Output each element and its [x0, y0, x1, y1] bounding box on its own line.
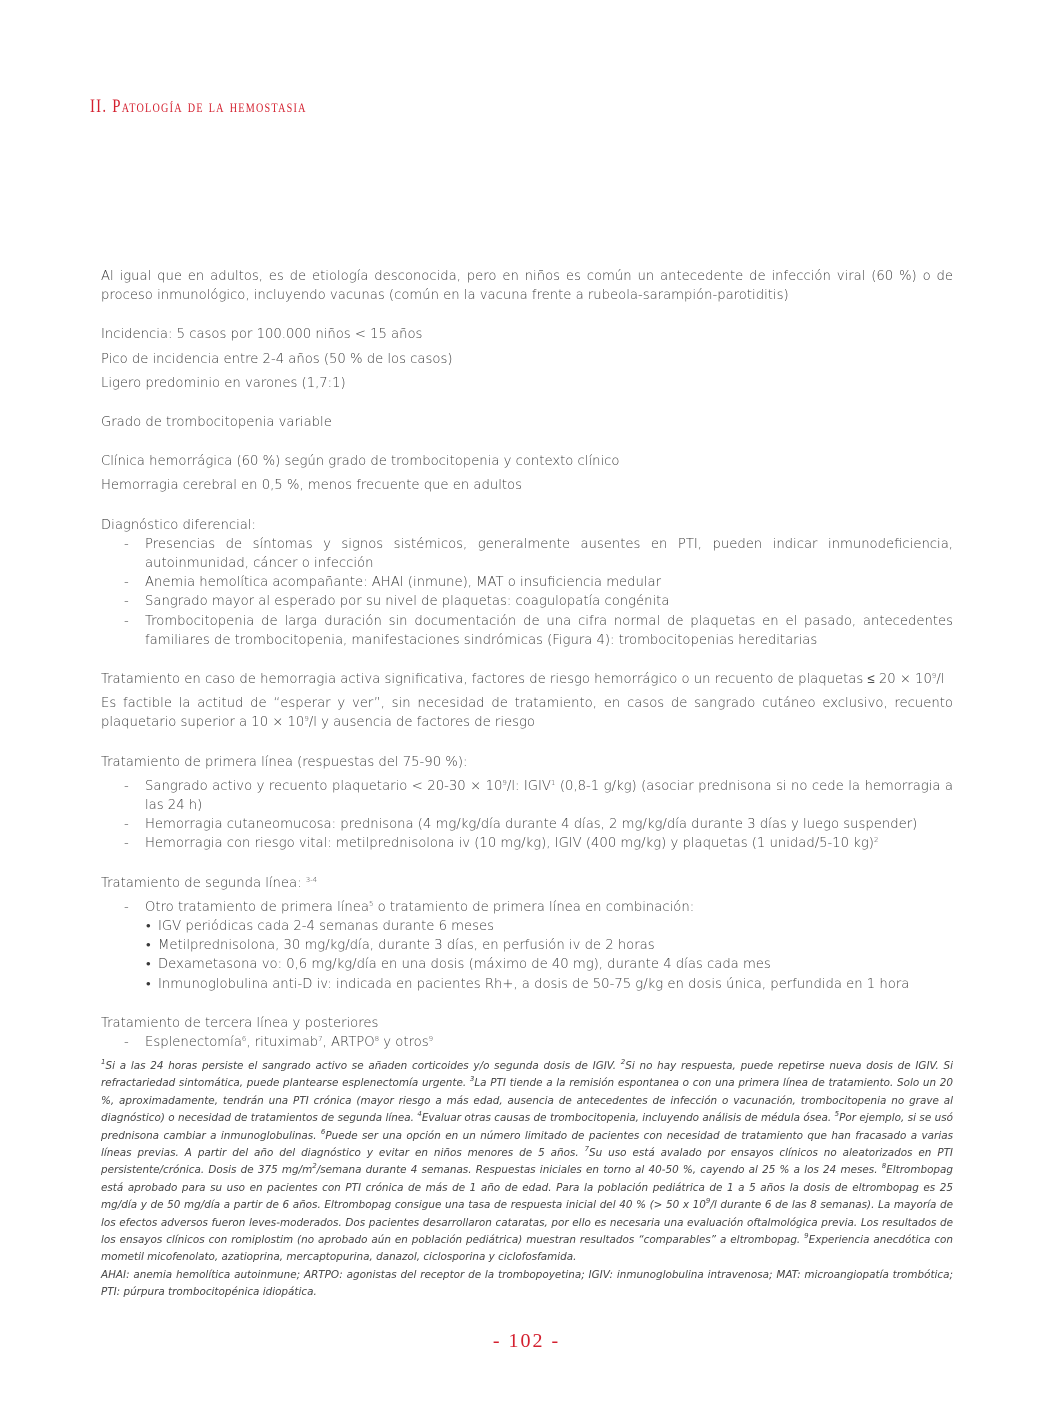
abbreviations: AHAI: anemia hemolítica autoinmune; ARTPO: agonistas del receptor de la trombopoyetina; IGIV: inmunoglobulina intravenosa; MAT: microangiopatía trombótica; PTI: púrpura trombocitopénica idiopática. [101, 1268, 953, 1299]
list-item: - Hemorragia con riesgo vital: metilprednisolona iv (10 mg/kg), IGIV (400 mg/kg) y plaquetas (1 unidad/5-10 kg)$^2$ [101, 834, 953, 853]
watch-and-wait: Es factible la actitud de “esperar y ver”, sin necesidad de tratamiento, en casos de sangrado cutáneo exclusivo, recuento plaquetario superior a $10 \times 10^9/l$ y ausencia de factores de riesgo [101, 696, 953, 731]
intro-paragraph: Al igual que en adultos, es de etiología desconocida, pero en niños es común un antecedente de infección viral (60 %) o de proceso inmunológico, incluyendo vacunas (común en la vacuna frente a rubeola-sarampión-parotiditis) [101, 269, 953, 304]
second-line-list [101, 898, 953, 917]
list-item: - Esplenectomía$^6$, rituximab$^7$, ARTPO$^8$ y otros$^9$ [101, 1033, 953, 1052]
first-line-title: Tratamiento de primera línea (respuestas del 75-90 %): [101, 754, 468, 770]
third-line-list [101, 1033, 953, 1052]
differential-list [101, 535, 953, 650]
list-item: • Inmunoglobulina anti-D iv: indicada en pacientes Rh+, a dosis de 50-75 g/kg en dosis única, perfundida en 1 hora [101, 975, 953, 994]
clinical-hemorrhagic: Clínica hemorrágica (60 %) según grado de trombocitopenia y contexto clínico [101, 454, 620, 470]
clinical-cerebral: Hemorragia cerebral en 0,5 %, menos frecuente que en adultos [101, 478, 522, 494]
second-line-bullets [101, 917, 953, 994]
third-line-title: Tratamiento de tercera línea y posteriores [101, 1015, 379, 1031]
differential-title: Diagnóstico diferencial: [101, 517, 256, 533]
list-item: • Metilprednisolona, 30 mg/kg/día, durante 3 días, en perfusión iv de 2 horas [101, 936, 953, 955]
footnotes [101, 1058, 953, 1302]
main-content [101, 267, 953, 1052]
list-item: - Sangrado mayor al esperado por su nivel de plaquetas: coagulopatía congénita [101, 592, 953, 611]
epidemiology-peak: Pico de incidencia entre 2-4 años (50 % de los casos) [101, 351, 453, 367]
list-item: - Trombocitopenia de larga duración sin documentación de una cifra normal de plaquetas en el pasado, antecedentes familiares de trombocitopenia, manifestaciones sindrómicas (Figura 4): trombocitopenias hereditarias [101, 612, 953, 650]
epidemiology-incidence: Incidencia: 5 casos por 100.000 niños < 15 años [101, 327, 423, 343]
list-item: - Otro tratamiento de primera línea$^5$ o tratamiento de primera línea en combinación: [101, 898, 953, 917]
thrombocytopenia-grade: Grado de trombocitopenia variable [101, 415, 332, 431]
list-item: - Presencias de síntomas y signos sistémicos, generalmente ausentes en PTI, pueden indicar inmunodeficiencia, autoinmunidad, cáncer o infección [101, 535, 953, 573]
second-line-title: Tratamiento de segunda línea: $^{3-4}$ [101, 875, 318, 891]
list-item: • IGV periódicas cada 2-4 semanas durante 6 meses [101, 917, 953, 936]
page-number: - 102 - [492, 1330, 561, 1352]
list-item: - Hemorragia cutaneomucosa: prednisona (4 mg/kg/día durante 4 días, 2 mg/kg/día durante 3 días y luego suspender) [101, 815, 953, 834]
treatment-indication: Tratamiento en caso de hemorragia activa significativa, factores de riesgo hemorrágico o un recuento de plaquetas ≤ $20 \times 10^9/l$ [101, 672, 945, 688]
footnote-text: $^1$Si a las 24 horas persiste el sangrado activo se añaden corticoides y/o segunda dosis de IGIV. $^2$Si no hay respuesta, puede repetirse nueva dosis de IGIV. Si refractariedad sintomática, puede plantearse esplenectomía urgente. $^3$La PTI tiende a la remisión espontanea o con una primera línea de tratamiento. Solo un 20 %, aproximadamente, tendrán una PTI crónica (mayor riesgo a más edad, ausencia de antecedentes de infección o vacunación, trombocitopenia no grave al diagnóstico) o necesidad de tratamientos de segunda línea. $^4$Evaluar otras causas de trombocitopenia, incluyendo análisis de médula ósea. $^5$Por ejemplo, si se usó prednisona cambiar a inmunoglobulinas. $^6$Puede ser una opción en un número limitado de pacientes con necesidad de tratamiento que han fracasado a varias líneas previas. A partir del año del diagnóstico y evitar en niños menores de 5 años. $^7$Su uso está avalado por ensayos clínicos no aleatorizados en PTI persistente/crónica. Dosis de 375 $mg/m^2$/semana durante 4 semanas. Respuestas iniciales en torno al 40-50 %, cayendo al 25 % a los 24 meses. $^8$Eltrombopag está aprobado para su uso en pacientes con PTI crónica de más de 1 año de edad. Para la población pediátrica de 1 a 5 años la dosis de eltrombopag es 25 mg/día y de 50 mg/día a partir de 6 años. Eltrombopag consigue una tasa de respuesta inicial del 40 % (> 50 x $10^9/l$ durante 6 de las 8 semanas). La mayoría de los efectos adversos fueron leves-moderados. Dos pacientes desarrollaron cataratas, por ello es necesaria una evaluación oftalmológica previa. Los resultados de los ensayos clínicos con romiplostim (no aprobado aún en población pediátrica) muestran resultados “comparables” a eltrombopag. $^9$Experiencia anecdótica con mometil micofenolato, azatioprina, mercaptopurina, danazol, ciclosporina y ciclofosfamida. [101, 1058, 954, 1264]
list-item: - Anemia hemolítica acompañante: AHAI (inmune), MAT o insuficiencia medular [101, 573, 953, 592]
list-item: - Sangrado activo y recuento plaquetario < $20-30 \times 10^9/l$: IGIV$^1$ (0,8-1 g/kg) (asociar prednisona si no cede la hemorragia a las 24 h) [101, 777, 953, 815]
list-item: • Dexametasona vo: 0,6 mg/kg/día en una dosis (máximo de 40 mg), durante 4 días cada mes [101, 955, 953, 974]
first-line-list [101, 777, 953, 854]
section-header: II. Patología de la hemostasia [90, 96, 307, 117]
epidemiology-sex: Ligero predominio en varones (1,7:1) [101, 375, 346, 391]
